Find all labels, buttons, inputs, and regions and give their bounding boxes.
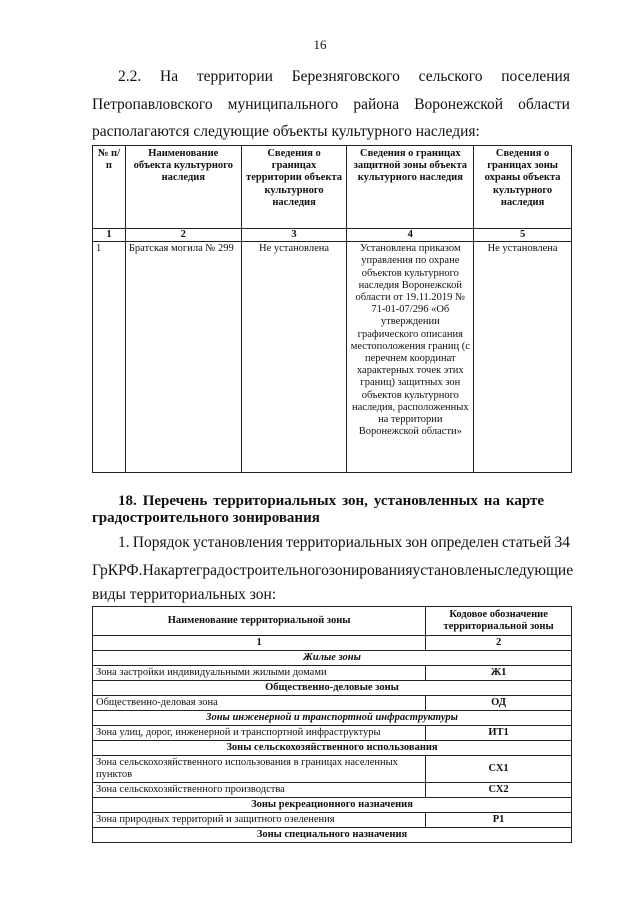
word: установлены [412,562,498,579]
heritage-table-header [93,146,572,229]
col-number: 1 [93,636,426,651]
zones-table-body [93,651,572,843]
header-protective-zone: Сведения о границах защитной зоны объекта культурного наследия [347,146,474,229]
header-territory: Сведения о границах территории объекта культурного наследия [241,146,347,229]
word: района [353,96,400,113]
word: территориальных [286,534,403,551]
zone-group-row [93,798,572,813]
heritage-table-col-numbers [93,229,572,242]
col-number: 1 [93,229,126,242]
zone-name: Зона сельскохозяйственного использования в границах населенных пунктов [93,756,426,783]
col-number: 4 [347,229,474,242]
word: На [160,68,179,85]
header-object-name: Наименование объекта культурного наследия [125,146,241,229]
zone-group-title: Зоны рекреационного назначения [93,798,572,813]
word: муниципального [227,96,339,113]
zone-group-title: Зоны инженерной и транспортной инфраструктуры [93,711,572,726]
word: ГрК [92,562,119,579]
word: поселения [501,68,570,85]
word: зон [405,534,428,551]
zones-table-col-numbers [93,636,572,651]
zone-group-row [93,711,572,726]
col-number: 2 [125,229,241,242]
zones-table-header [93,607,572,636]
word: 2.2. [118,68,142,85]
word: РФ. [118,562,143,579]
word: следующие [497,562,574,579]
word: Порядок [132,534,190,551]
word: сельского [418,68,483,85]
zone-group-row [93,741,572,756]
word: области [518,96,570,113]
table-row [93,242,572,473]
col-number: 5 [474,229,572,242]
table-row [93,666,572,681]
zone-code: ИТ1 [426,726,572,741]
word: определен [430,534,499,551]
zone-group-row [93,681,572,696]
word: установления [192,534,283,551]
word: На [142,562,161,579]
zone-group-row [93,828,572,843]
section-18-heading-text: 18. Перечень территориальных зон, установленных на карте градостроительного зонирования [92,493,544,526]
zone-group-row [93,651,572,666]
word: Березняговского [291,68,400,85]
page-number: 16 [313,37,327,52]
zone-group-title: Жилые зоны [93,651,572,666]
word: статьей [501,534,552,551]
word: зонирования [328,562,413,579]
zones-table [92,606,572,843]
zone-code: СХ1 [426,756,572,783]
row-guard-zone: Не установлена [474,242,572,473]
zone-code: Ж1 [426,666,572,681]
para-2-2-line-1 [92,67,570,87]
col-number: 2 [426,636,572,651]
word: градостроительного [196,562,329,579]
section-18-line-2 [92,561,574,581]
section-18-heading [92,493,570,527]
zone-name: Зона сельскохозяйственного производства [93,783,426,798]
zone-name: Общественно-деловая зона [93,696,426,711]
table-row [93,813,572,828]
zone-name: Зона природных территорий и защитного озеленения [93,813,426,828]
zone-code: ОД [426,696,572,711]
header-zone-code: Кодовое обозначение территориальной зоны [426,607,572,636]
zone-group-title: Общественно-деловые зоны [93,681,572,696]
zone-name: Зона застройки индивидуальными жилыми домами [93,666,426,681]
section-18-line-1 [92,533,570,553]
table-row [93,756,572,783]
word: 34 [554,534,570,551]
section-18-line-3: виды территориальных зон: [92,586,277,603]
heritage-table [92,145,572,473]
zone-name: Зона улиц, дорог, инженерной и транспортной инфраструктуры [93,726,426,741]
header-number: № п/п [93,146,126,229]
word: Воронежской [414,96,504,113]
word: 1. [118,534,130,551]
col-number: 3 [241,229,347,242]
table-row [93,783,572,798]
word: карте [160,562,197,579]
table-row [93,696,572,711]
row-territory: Не установлена [241,242,347,473]
section-18-heading-line [92,493,570,527]
row-protective-zone: Установлена приказом управления по охране объектов культурного наследия Воронежской области от 19.11.2019 № 71-01-07/296 «Об утверждении графического описания местоположения границ (с перечнем координат характерных точек этих границ) защитных зон объектов культурного наследия, расположенных на территории Воронежской области» [347,242,474,473]
zone-code: СХ2 [426,783,572,798]
header-zone-name: Наименование территориальной зоны [93,607,426,636]
word: Петропавловского [92,96,213,113]
table-row [93,726,572,741]
zone-code: Р1 [426,813,572,828]
header-guard-zone: Сведения о границах зоны охраны объекта культурного наследия [474,146,572,229]
row-object-name: Братская могила № 299 [125,242,241,473]
para-2-2-line-3: располагаются следующие объекты культурного наследия: [92,123,480,140]
word: территории [196,68,273,85]
zone-group-title: Зоны специального назначения [93,828,572,843]
zone-group-title: Зоны сельскохозяйственного использования [93,741,572,756]
para-2-2-line-2 [92,95,570,115]
row-number: 1 [93,242,126,473]
